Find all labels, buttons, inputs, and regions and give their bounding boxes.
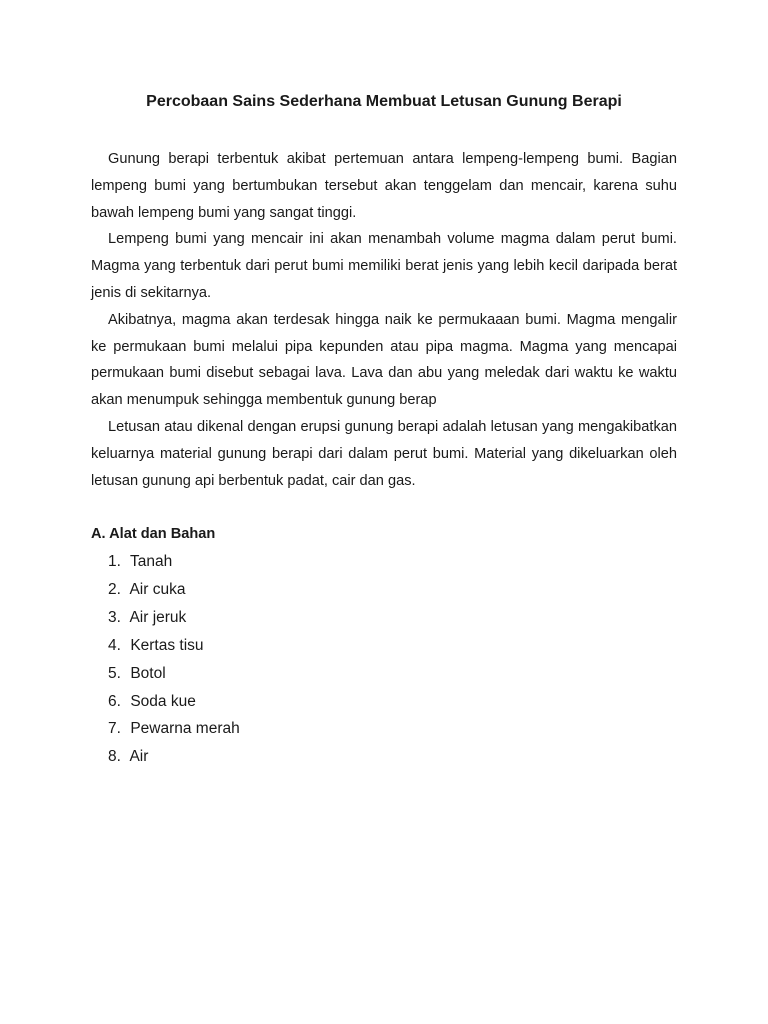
list-item-text: Air jeruk xyxy=(129,608,187,626)
list-item-text: Air cuka xyxy=(129,580,186,598)
section-heading-alat-dan-bahan: A. Alat dan Bahan xyxy=(91,526,216,542)
list-item-number: 3. xyxy=(108,608,121,626)
list-item xyxy=(108,660,240,688)
document-body xyxy=(91,146,677,494)
list-item-text: Pewarna merah xyxy=(130,720,240,738)
paragraph-3: Akibatnya, magma akan terdesak hingga naik ke permukaaan bumi. Magma mengalir ke permukaan bumi melalui pipa kepunden atau pipa magma. Magma yang mencapai permukaan bumi disebut sebagai lava. Lava dan abu yang meledak dari waktu ke waktu akan menumpuk sehingga membentuk gunung berap xyxy=(91,311,677,409)
list-item xyxy=(108,715,240,743)
list-item xyxy=(108,576,240,604)
document-title: Percobaan Sains Sederhana Membuat Letusan Gunung Berapi xyxy=(146,93,622,110)
list-item xyxy=(108,743,240,771)
list-item-text: Botol xyxy=(130,664,166,682)
list-item-number: 6. xyxy=(108,692,121,710)
paragraph-1: Gunung berapi terbentuk akibat pertemuan antara lempeng-lempeng bumi. Bagian lempeng bumi yang bertumbukan tersebut akan tenggelam dan mencair, karena suhu bawah lempeng bumi yang sangat tinggi. xyxy=(91,151,677,221)
list-item xyxy=(108,632,240,660)
list-item-number: 7. xyxy=(108,720,121,738)
list-item-number: 4. xyxy=(108,636,121,654)
list-item xyxy=(108,688,240,716)
paragraph-2: Lempeng bumi yang mencair ini akan menambah volume magma dalam perut bumi. Magma yang terbentuk dari perut bumi memiliki berat jenis yang lebih kecil daripada berat jenis di sekitarnya. xyxy=(91,231,677,301)
list-item-text: Kertas tisu xyxy=(130,636,204,654)
list-item-text: Soda kue xyxy=(130,692,196,710)
paragraph-4: Letusan atau dikenal dengan erupsi gunung berapi adalah letusan yang mengakibatkan keluarnya material gunung berapi dari dalam perut bumi. Material yang dikeluarkan oleh letusan gunung api berbentuk padat, cair dan gas. xyxy=(91,418,677,489)
materials-list xyxy=(108,548,240,771)
list-item-number: 2. xyxy=(108,580,121,598)
list-item-number: 8. xyxy=(108,748,121,766)
list-item-text: Air xyxy=(129,748,149,766)
list-item-number: 1. xyxy=(108,553,121,570)
list-item-number: 5. xyxy=(108,664,121,682)
list-item-text: Tanah xyxy=(130,553,173,570)
list-item xyxy=(108,548,240,576)
list-item xyxy=(108,604,240,632)
